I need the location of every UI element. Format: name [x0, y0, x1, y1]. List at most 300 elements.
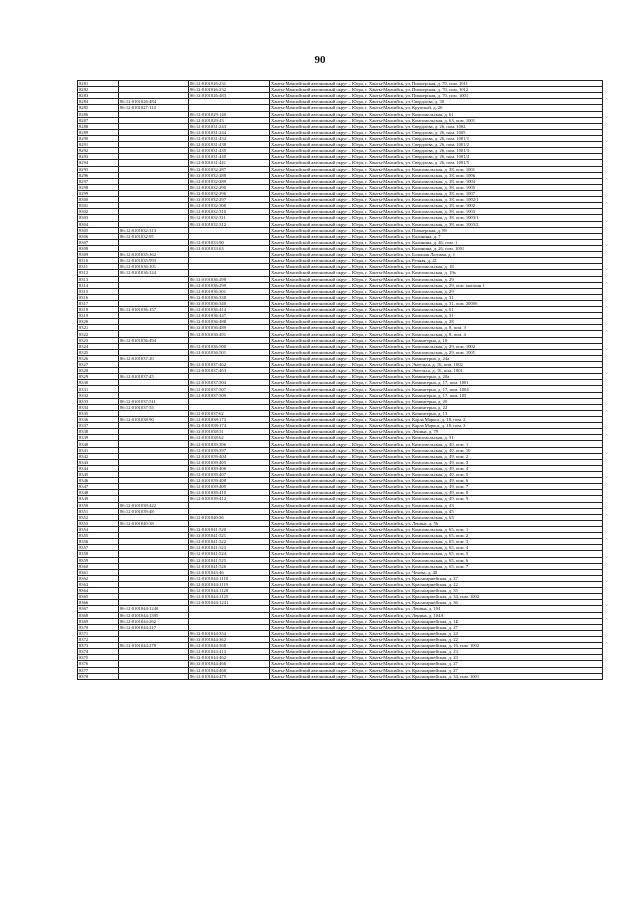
- old-cadastral-number-cell: 86:12:0101036:124: [119, 270, 189, 276]
- new-cadastral-number-cell: 86:12:0101039:408: [189, 478, 270, 484]
- row-number-cell: 8374: [78, 649, 119, 655]
- new-cadastral-number-cell: 86:12:0101038:173: [189, 417, 270, 423]
- row-number-cell: 8351: [78, 508, 119, 514]
- row-number-cell: 8303: [78, 215, 119, 221]
- new-cadastral-number-cell: 86:12:0101031:244: [189, 129, 270, 135]
- new-cadastral-number-cell: 86:12:0101036:301: [189, 288, 270, 294]
- new-cadastral-number-cell: 86:12:0101026:483: [189, 93, 270, 99]
- old-cadastral-number-cell: 86:12:0101044:279: [119, 643, 189, 649]
- row-number-cell: 8347: [78, 484, 119, 490]
- new-cadastral-number-cell: 86:12:0101037:463: [189, 368, 270, 374]
- row-number-cell: 8312: [78, 270, 119, 276]
- address-cell: Ханты-Мансийский автономный округ – Югра, г. Ханты-Мансийск, ул. Свердлова, д. 30: [270, 99, 603, 105]
- new-cadastral-number-cell: 86:12:0101044:1120: [189, 588, 270, 594]
- address-cell: Ханты-Мансийский автономный округ – Югра, г. Ханты-Мансийск, ул. Свердлова, д. 26, пом. 1001/5: [270, 160, 603, 166]
- address-cell: Ханты-Мансийский автономный округ – Югра, г. Ханты-Мансийск, ул. Красноармейская, д. 24: [270, 630, 603, 636]
- address-cell: Ханты-Мансийский автономный округ – Югра, г. Ханты-Мансийск, ул. Свердлова, д. 26, пом. 1005: [270, 129, 603, 135]
- old-cadastral-number-cell: [119, 673, 189, 679]
- new-cadastral-number-cell: 86:12:0101038:51: [189, 429, 270, 435]
- row-number-cell: 8319: [78, 313, 119, 319]
- row-number-cell: 8300: [78, 197, 119, 203]
- address-cell: Ханты-Мансийский автономный округ – Югра, г. Ханты-Мансийск, ул. Комсомольская, д. 49, пом. 8: [270, 490, 603, 496]
- address-cell: Ханты-Мансийский автономный округ – Югра, г. Ханты-Мансийск, ул. Комсомольская, д. 65, пом. 2: [270, 533, 603, 539]
- new-cadastral-number-cell: 86:12:0101044:362: [189, 636, 270, 642]
- row-number-cell: 8327: [78, 362, 119, 368]
- row-number-cell: 8322: [78, 331, 119, 337]
- new-cadastral-number-cell: 86:12:0101044:468: [189, 667, 270, 673]
- address-cell: Ханты-Мансийский автономный округ – Югра, г. Ханты-Мансийск, ул. Коминтерна, д. 20: [270, 398, 603, 404]
- address-cell: Ханты-Мансийский автономный округ – Югра, г. Ханты-Мансийск, ул. Комсомольская, д. 38, пом. 1001: [270, 166, 603, 172]
- address-cell: Ханты-Мансийский автономный округ – Югра, г. Ханты-Мансийск, ул. Коминтерна, д. 17, пом. 105: [270, 392, 603, 398]
- row-number-cell: 8296: [78, 172, 119, 178]
- address-cell: Ханты-Мансийский автономный округ – Югра, г. Ханты-Мансийск, ул. Красноармейская, д. 34, пом. 1002: [270, 594, 603, 600]
- old-cadastral-number-cell: 86:12:0101035:162: [119, 252, 189, 258]
- new-cadastral-number-cell: 86:12:0101036:340: [189, 300, 270, 306]
- address-cell: Ханты-Мансийский автономный округ – Югра, г. Ханты-Мансийск, ул. Свердлова, д. 26, пом. 1001/4: [270, 154, 603, 160]
- new-cadastral-number-cell: 86:12:0101032:312: [189, 221, 270, 227]
- old-cadastral-number-cell: 86:12:0101035:993: [119, 258, 189, 264]
- row-number-cell: 8297: [78, 178, 119, 184]
- row-number-cell: 8328: [78, 368, 119, 374]
- new-cadastral-number-cell: 86:12:0101031:439: [189, 148, 270, 154]
- row-number-cell: 8344: [78, 465, 119, 471]
- row-number-cell: 8316: [78, 294, 119, 300]
- new-cadastral-number-cell: 86:12:0101033:63: [189, 245, 270, 251]
- new-cadastral-number-cell: 86:12:0101039:406: [189, 465, 270, 471]
- row-number-cell: 8282: [78, 87, 119, 93]
- address-cell: Ханты-Мансийский автономный округ – Югра, г. Ханты-Мансийск, ул. Комсомольская, д. 65, пом. 3: [270, 539, 603, 545]
- new-cadastral-number-cell: 86:12:0101044:1119: [189, 581, 270, 587]
- row-number-cell: 8370: [78, 624, 119, 630]
- new-cadastral-number-cell: 86:12:0101036:299: [189, 282, 270, 288]
- address-cell: Ханты-Мансийский автономный округ – Югра, г. Ханты-Мансийск, ул. Комсомольская, д. 49, пом. 1: [270, 441, 603, 447]
- address-cell: Ханты-Мансийский автономный округ – Югра, г. Ханты-Мансийск, ул. Комсомольская, д. 29, пом. магазин 1: [270, 282, 603, 288]
- row-number-cell: 8345: [78, 472, 119, 478]
- new-cadastral-number-cell: 86:12:0101038:174: [189, 423, 270, 429]
- row-number-cell: 8284: [78, 99, 119, 105]
- address-cell: Ханты-Мансийский автономный округ – Югра, г. Ханты-Мансийск, ул. Красноармейская, д. 16, пом. 1002: [270, 643, 603, 649]
- new-cadastral-number-cell: 86:12:0101036:338: [189, 294, 270, 300]
- old-cadastral-number-cell: 86:12:0101037:511: [119, 398, 189, 404]
- address-cell: Ханты-Мансийский автономный округ – Югра, г. Ханты-Мансийск, ул. Карла Маркса, д. 18, пом. 3: [270, 423, 603, 429]
- new-cadastral-number-cell: 86:12:0101032:297: [189, 197, 270, 203]
- old-cadastral-number-cell: 86:12:0101037:45: [119, 374, 189, 380]
- address-cell: Ханты-Мансийский автономный округ – Югра, г. Ханты-Мансийск, ул. Ленина, д. 79: [270, 429, 603, 435]
- old-cadastral-number-cell: 86:12:0101044:262: [119, 618, 189, 624]
- row-number-cell: 8357: [78, 545, 119, 551]
- new-cadastral-number-cell: 86:12:0101044:479: [189, 673, 270, 679]
- old-cadastral-number-cell: 86:12:0101036:494: [119, 337, 189, 343]
- new-cadastral-number-cell: 86:12:0101044:1118: [189, 575, 270, 581]
- address-cell: Ханты-Мансийский автономный округ – Югра, г. Ханты-Мансийск, ул. Комсомольская, д. 18: [270, 264, 603, 270]
- new-cadastral-number-cell: 86:12:0101041:521: [189, 533, 270, 539]
- new-cadastral-number-cell: 86:12:0101041:524: [189, 551, 270, 557]
- new-cadastral-number-cell: 86:12:0101044:368: [189, 643, 270, 649]
- row-number-cell: 8288: [78, 123, 119, 129]
- row-number-cell: 8342: [78, 453, 119, 459]
- new-cadastral-number-cell: 86:12:0101037:507: [189, 386, 270, 392]
- new-cadastral-number-cell: 86:12:0101036:491: [189, 331, 270, 337]
- old-cadastral-number-cell: 86:12:0101038:90: [119, 417, 189, 423]
- address-cell: Ханты-Мансийский автономный округ – Югра, г. Ханты-Мансийск, ул. Красноармейская, д. 27: [270, 661, 603, 667]
- row-number-cell: 8338: [78, 429, 119, 435]
- new-cadastral-number-cell: 86:12:0101032:287: [189, 166, 270, 172]
- new-cadastral-number-cell: 86:12:0101036:414: [189, 307, 270, 313]
- new-cadastral-number-cell: 86:12:0101039:412: [189, 496, 270, 502]
- row-number-cell: 8305: [78, 227, 119, 233]
- row-number-cell: 8302: [78, 209, 119, 215]
- address-cell: Ханты-Мансийский автономный округ – Югра, г. Ханты-Мансийск, ул. Комсомольская, д. 63, пом. 1001: [270, 117, 603, 123]
- row-number-cell: 8336: [78, 417, 119, 423]
- address-cell: Ханты-Мансийский автономный округ – Югра, г. Ханты-Мансийск, ул. Свердлова, д. 26, пом. 1001/1: [270, 135, 603, 141]
- row-number-cell: 8299: [78, 190, 119, 196]
- address-cell: Ханты-Мансийский автономный округ – Югра, г. Ханты-Мансийск, ул. Коминтерна, д. 17, пом. 1004: [270, 386, 603, 392]
- new-cadastral-number-cell: 86:12:0101044:354: [189, 630, 270, 636]
- address-cell: Ханты-Мансийский автономный округ – Югра, г. Ханты-Мансийск, ул. Комсомольская, д. 38, пом. 1002: [270, 203, 603, 209]
- address-cell: Ханты-Мансийский автономный округ – Югра, г. Ханты-Мансийск, ул. Комсомольская, д. 49, пом. 5: [270, 472, 603, 478]
- address-cell: Ханты-Мансийский автономный округ – Югра, г. Ханты-Мансийск, ул. Комсомольская, д. 65, пом. 7: [270, 563, 603, 569]
- row-number-cell: 8368: [78, 612, 119, 618]
- address-cell: Ханты-Мансийский автономный округ – Югра, г. Ханты-Мансийск, ул. Красноармейская, д. 27: [270, 575, 603, 581]
- old-cadastral-number-cell: 86:12:0101044:1395: [119, 612, 189, 618]
- row-number-cell: 8298: [78, 184, 119, 190]
- new-cadastral-number-cell: 86:12:0101036:447: [189, 313, 270, 319]
- new-cadastral-number-cell: 86:12:0101039:405: [189, 459, 270, 465]
- new-cadastral-number-cell: 86:12:0101039:409: [189, 484, 270, 490]
- new-cadastral-number-cell: 86:12:0101031:432: [189, 135, 270, 141]
- page-number: 90: [314, 54, 326, 66]
- address-cell: Ханты-Мансийский автономный округ – Югра, г. Ханты-Мансийск, ул. Калинина, д. 7: [270, 233, 603, 239]
- address-cell: Ханты-Мансийский автономный округ – Югра, г. Ханты-Мансийск, ул. Чехова, д. 40: [270, 569, 603, 575]
- address-cell: Ханты-Мансийский автономный округ – Югра, г. Ханты-Мансийск, ул. Большая Логовая, д. 1: [270, 252, 603, 258]
- address-cell: Ханты-Мансийский автономный округ – Югра, г. Ханты-Мансийск, ул. Комсомольская, д. 45: [270, 508, 603, 514]
- address-cell: Ханты-Мансийский автономный округ – Югра, г. Ханты-Мансийск, ул. Комсомольская, д. 49, пом. 10: [270, 447, 603, 453]
- new-cadastral-number-cell: 86:12:0101039:396: [189, 441, 270, 447]
- row-number-cell: 8359: [78, 557, 119, 563]
- address-cell: Ханты-Мансийский автономный округ – Югра, г. Ханты-Мансийск, ул. Комсомольская, д. 29: [270, 276, 603, 282]
- address-cell: Ханты-Мансийский автономный округ – Югра, г. Ханты-Мансийск, ул. Ленина, д. 104: [270, 606, 603, 612]
- address-cell: Ханты-Мансийский автономный округ – Югра, г. Ханты-Мансийск, ул. Пионерская, д. 70, пом. 1011: [270, 81, 603, 87]
- row-number-cell: 8287: [78, 117, 119, 123]
- new-cadastral-number-cell: 86:12:0101041:525: [189, 557, 270, 563]
- address-cell: Ханты-Мансийский автономный округ – Югра, г. Ханты-Мансийск, ул. Красноармейская, д. 27: [270, 667, 603, 673]
- address-cell: Ханты-Мансийский автономный округ – Югра, г. Ханты-Мансийск, ул. Энгельса, д. 16, пом. 1001: [270, 368, 603, 374]
- address-cell: Ханты-Мансийский автономный округ – Югра, г. Ханты-Мансийск, ул. Ленина, д. 56: [270, 520, 603, 526]
- new-cadastral-number-cell: 86:12:0101032:311: [189, 215, 270, 221]
- address-cell: Ханты-Мансийский автономный округ – Югра, г. Ханты-Мансийск, ул. Красноармейская, д. 35: [270, 588, 603, 594]
- address-cell: Ханты-Мансийский автономный округ – Югра, г. Ханты-Мансийск, ул. Комсомольская, д. 43: [270, 502, 603, 508]
- row-number-cell: 8293: [78, 154, 119, 160]
- old-cadastral-number-cell: 86:12:0101032:95: [119, 233, 189, 239]
- row-number-cell: 8332: [78, 392, 119, 398]
- address-cell: Ханты-Мансийский автономный округ – Югра, г. Ханты-Мансийск, ул. Комсомольская, д. 61: [270, 111, 603, 117]
- row-number-cell: 8318: [78, 307, 119, 313]
- row-number-cell: 8291: [78, 142, 119, 148]
- new-cadastral-number-cell: 86:12:0101041:520: [189, 526, 270, 532]
- row-number-cell: 8335: [78, 410, 119, 416]
- new-cadastral-number-cell: 86:12:0101041:522: [189, 539, 270, 545]
- address-cell: Ханты-Мансийский автономный округ – Югра, г. Ханты-Мансийск, ул. Крупской, д. 26: [270, 105, 603, 111]
- row-number-cell: 8311: [78, 264, 119, 270]
- row-number-cell: 8369: [78, 618, 119, 624]
- row-number-cell: 8283: [78, 93, 119, 99]
- row-number-cell: 8373: [78, 643, 119, 649]
- new-cadastral-number-cell: 86:12:0101036:500: [189, 343, 270, 349]
- new-cadastral-number-cell: 86:12:0101040:36: [189, 514, 270, 520]
- row-number-cell: 8313: [78, 276, 119, 282]
- new-cadastral-number-cell: 86:12:0101032:310: [189, 209, 270, 215]
- row-number-cell: 8315: [78, 288, 119, 294]
- row-number-cell: 8320: [78, 319, 119, 325]
- address-cell: Ханты-Мансийский автономный округ – Югра, г. Ханты-Мансийск, ул. Коминтерна, д. 24а: [270, 355, 603, 361]
- address-cell: Ханты-Мансийский автономный округ – Югра, г. Ханты-Мансийск, ул. Калинина, д. 26, пом. 1001: [270, 245, 603, 251]
- address-cell: Ханты-Мансийский автономный округ – Югра, г. Ханты-Мансийск, ул. Энгельса, д. 16, пом. 1002: [270, 362, 603, 368]
- new-cadastral-number-cell: 86:12:0101031:438: [189, 142, 270, 148]
- row-number-cell: 8333: [78, 398, 119, 404]
- row-number-cell: 8323: [78, 337, 119, 343]
- new-cadastral-number-cell: 86:12:0101037:509: [189, 392, 270, 398]
- address-cell: Ханты-Мансийский автономный округ – Югра, г. Ханты-Мансийск, ул. Комсомольская, д. 29, пом. 1002: [270, 343, 603, 349]
- address-cell: Ханты-Мансийский автономный округ – Югра, г. Ханты-Мансийск, ул. Комсомольская, д. 38, пом. 1002/1: [270, 197, 603, 203]
- new-cadastral-number-cell: 86:12:0101032:308: [189, 203, 270, 209]
- row-number-cell: 8361: [78, 569, 119, 575]
- address-cell: Ханты-Мансийский автономный округ – Югра, г. Ханты-Мансийск, ул. Речная, д. 41: [270, 258, 603, 264]
- row-number-cell: 8307: [78, 239, 119, 245]
- address-cell: Ханты-Мансийский автономный округ – Югра, г. Ханты-Мансийск, ул. Свердлова, д. 26, пом. 1002: [270, 123, 603, 129]
- row-number-cell: 8281: [78, 81, 119, 87]
- row-number-cell: 8326: [78, 355, 119, 361]
- address-cell: Ханты-Мансийский автономный округ – Югра, г. Ханты-Мансийск, ул. Комсомольская, д. 65, пом. 6: [270, 557, 603, 563]
- address-cell: Ханты-Мансийский автономный округ – Югра, г. Ханты-Мансийск, ул. Комсомольская, д. 31: [270, 294, 603, 300]
- row-number-cell: 8308: [78, 245, 119, 251]
- address-cell: Ханты-Мансийский автономный округ – Югра, г. Ханты-Мансийск, ул. Свердлова, д. 26, пом. 1001/3: [270, 148, 603, 154]
- address-cell: Ханты-Мансийский автономный округ – Югра, г. Ханты-Мансийск, ул. Красноармейская, д. 23: [270, 655, 603, 661]
- address-cell: Ханты-Мансийский автономный округ – Югра, г. Ханты-Мансийск, ул. Комсомольская, д. 28: [270, 319, 603, 325]
- address-cell: Ханты-Мансийский автономный округ – Югра, г. Ханты-Мансийск, ул. Комсомольская, д. 29, пом. 1001: [270, 349, 603, 355]
- row-number-cell: 8294: [78, 160, 119, 166]
- new-cadastral-number-cell: 86:12:0101026:231: [189, 81, 270, 87]
- row-number-cell: 8331: [78, 386, 119, 392]
- address-cell: Ханты-Мансийский автономный округ – Югра, г. Ханты-Мансийск, ул. Комсомольская, д. 65, пом. 1: [270, 526, 603, 532]
- new-cadastral-number-cell: 86:12:0101036:298: [189, 276, 270, 282]
- address-cell: Ханты-Мансийский автономный округ – Югра, г. Ханты-Мансийск, ул. Ленина, д. 104А: [270, 612, 603, 618]
- old-cadastral-number-cell: 86:12:0101037:20: [119, 355, 189, 361]
- new-cadastral-number-cell: 86:12:0101039:404: [189, 453, 270, 459]
- new-cadastral-number-cell: 86:12:0101036:501: [189, 349, 270, 355]
- row-number-cell: 8334: [78, 404, 119, 410]
- new-cadastral-number-cell: 86:12:0101044:1125: [189, 594, 270, 600]
- address-cell: Ханты-Мансийский автономный округ – Югра, г. Ханты-Мансийск, ул. Комсомольская, д. 65, пом. 4: [270, 545, 603, 551]
- row-number-cell: 8314: [78, 282, 119, 288]
- old-cadastral-number-cell: 86:12:0101036:157: [119, 307, 189, 313]
- new-cadastral-number-cell: 86:12:0101037:504: [189, 380, 270, 386]
- address-cell: Ханты-Мансийский автономный округ – Югра, г. Ханты-Мансийск, ул. Комсомольская, д. 49, пом. 6: [270, 478, 603, 484]
- new-cadastral-number-cell: 86:12:0101037:462: [189, 362, 270, 368]
- new-cadastral-number-cell: 86:12:0101041:526: [189, 563, 270, 569]
- address-cell: Ханты-Мансийский автономный округ – Югра, г. Ханты-Мансийск, ул. Коминтерна, д. 20а: [270, 374, 603, 380]
- old-cadastral-number-cell: 86:12:0101044:317: [119, 624, 189, 630]
- old-cadastral-number-cell: 86:12:0101037:55: [119, 404, 189, 410]
- address-cell: Ханты-Мансийский автономный округ – Югра, г. Ханты-Мансийск, ул. Комсомольская, д. 31, пом. 2000б: [270, 300, 603, 306]
- address-cell: Ханты-Мансийский автономный округ – Югра, г. Ханты-Мансийск, ул. Комсомольская, д. 31: [270, 313, 603, 319]
- new-cadastral-number-cell: 86:12:0101032:296: [189, 190, 270, 196]
- row-number-cell: 8329: [78, 374, 119, 380]
- row-number-cell: 8360: [78, 563, 119, 569]
- address-cell: Ханты-Мансийский автономный округ – Югра, г. Ханты-Мансийск, ул. Красноармейская, д. 27: [270, 624, 603, 630]
- address-cell: Ханты-Мансийский автономный округ – Югра, г. Ханты-Мансийск, ул. Комсомольская, д. 38, пом. 1005: [270, 184, 603, 190]
- address-cell: Ханты-Мансийский автономный округ – Югра, г. Ханты-Мансийск, ул. Коминтерна, д. 10: [270, 337, 603, 343]
- row-number-cell: 8343: [78, 459, 119, 465]
- old-cadastral-number-cell: 86:12:0101040:38: [119, 520, 189, 526]
- new-cadastral-number-cell: 86:12:0101037:62: [189, 410, 270, 416]
- row-number-cell: 8371: [78, 630, 119, 636]
- new-cadastral-number-cell: 86:12:0101038:62: [189, 435, 270, 441]
- old-cadastral-number-cell: 86:12:0101026:484: [119, 99, 189, 105]
- new-cadastral-number-cell: 86:12:0101031:440: [189, 154, 270, 160]
- row-number-cell: 8304: [78, 221, 119, 227]
- old-cadastral-number-cell: 86:12:0101044:1248: [119, 606, 189, 612]
- row-number-cell: 8349: [78, 496, 119, 502]
- row-number-cell: 8339: [78, 435, 119, 441]
- new-cadastral-number-cell: 86:12:0101032:289: [189, 178, 270, 184]
- address-cell: Ханты-Мансийский автономный округ – Югра, г. Ханты-Мансийск, ул. Комсомольская, д. 8, пом. 3: [270, 325, 603, 331]
- address-cell: Ханты-Мансийский автономный округ – Югра, г. Ханты-Мансийск, ул. Пионерская, д. 89: [270, 227, 603, 233]
- row-number-cell: 8290: [78, 135, 119, 141]
- address-cell: Ханты-Мансийский автономный округ – Югра, г. Ханты-Мансийск, ул. Красноармейская, д. 22: [270, 636, 603, 642]
- row-number-cell: 8292: [78, 148, 119, 154]
- row-number-cell: 8366: [78, 600, 119, 606]
- old-cadastral-number-cell: 86:12:0101036:101: [119, 264, 189, 270]
- row-number-cell: 8310: [78, 258, 119, 264]
- row-number-cell: 8365: [78, 594, 119, 600]
- row-number-cell: 8355: [78, 533, 119, 539]
- address-cell: Ханты-Мансийский автономный округ – Югра, г. Ханты-Мансийск, ул. Комсомольская, д. 38, пом. 1003: [270, 209, 603, 215]
- row-number-cell: 8301: [78, 203, 119, 209]
- row-number-cell: 8306: [78, 233, 119, 239]
- row-number-cell: 8289: [78, 129, 119, 135]
- row-number-cell: 8286: [78, 111, 119, 117]
- address-cell: Ханты-Мансийский автономный округ – Югра, г. Ханты-Мансийск, ул. Красноармейская, д. 23: [270, 649, 603, 655]
- new-cadastral-number-cell: 86:12:0101031:243: [189, 123, 270, 129]
- row-number-cell: 8346: [78, 478, 119, 484]
- address-cell: Ханты-Мансийский автономный округ – Югра, г. Ханты-Мансийск, ул. Калинина, д. 46, пом. 1: [270, 239, 603, 245]
- address-cell: Ханты-Мансийский автономный округ – Югра, г. Ханты-Мансийск, ул. Красноармейская, д. 36: [270, 600, 603, 606]
- address-cell: Ханты-Мансийский автономный округ – Югра, г. Ханты-Мансийск, ул. Комсомольская, д. 19а: [270, 270, 603, 276]
- new-cadastral-number-cell: 86:12:0101039:407: [189, 472, 270, 478]
- address-cell: Ханты-Мансийский автономный округ – Югра, г. Ханты-Мансийск, ул. Комсомольская, д. 61: [270, 307, 603, 313]
- row-number-cell: 8378: [78, 673, 119, 679]
- address-cell: Ханты-Мансийский автономный округ – Югра, г. Ханты-Мансийск, ул. Комсомольская, д. 29: [270, 288, 603, 294]
- new-cadastral-number-cell: 86:12:0101032:288: [189, 172, 270, 178]
- row-number-cell: 8356: [78, 539, 119, 545]
- new-cadastral-number-cell: 86:12:0101041:523: [189, 545, 270, 551]
- old-cadastral-number-cell: 86:12:0101039:48: [119, 508, 189, 514]
- row-number-cell: 8372: [78, 636, 119, 642]
- row-number-cell: 8367: [78, 606, 119, 612]
- address-cell: Ханты-Мансийский автономный округ – Югра, г. Ханты-Мансийск, ул. Красноармейская, д. 22: [270, 581, 603, 587]
- new-cadastral-number-cell: 86:12:0101026:232: [189, 87, 270, 93]
- row-number-cell: 8337: [78, 423, 119, 429]
- row-number-cell: 8340: [78, 441, 119, 447]
- registry-table-body: [78, 81, 603, 680]
- address-cell: Ханты-Мансийский автономный округ – Югра, г. Ханты-Мансийск, ул. Коминтерна, д. 13: [270, 410, 603, 416]
- row-number-cell: 8295: [78, 166, 119, 172]
- address-cell: Ханты-Мансийский автономный округ – Югра, г. Ханты-Мансийск, ул. Комсомольская, д. 49, пом. 2: [270, 453, 603, 459]
- address-cell: Ханты-Мансийский автономный округ – Югра, г. Ханты-Мансийск, ул. Комсомольская, д. 49, пом. 7: [270, 484, 603, 490]
- row-number-cell: 8376: [78, 661, 119, 667]
- new-cadastral-number-cell: 86:12:0101032:290: [189, 184, 270, 190]
- row-number-cell: 8350: [78, 502, 119, 508]
- address-cell: Ханты-Мансийский автономный округ – Югра, г. Ханты-Мансийск, ул. Карла Маркса, д. 18, пом. 2: [270, 417, 603, 423]
- row-number-cell: 8363: [78, 581, 119, 587]
- row-number-cell: 8348: [78, 490, 119, 496]
- address-cell: Ханты-Мансийский автономный округ – Югра, г. Ханты-Мансийск, ул. Комсомольская, д. 65, пом. 5: [270, 551, 603, 557]
- row-number-cell: 8354: [78, 526, 119, 532]
- address-cell: Ханты-Мансийский автономный округ – Югра, г. Ханты-Мансийск, ул. Комсомольская, д. 8, пом. 4: [270, 331, 603, 337]
- new-cadastral-number-cell: 86:12:0101044:413: [189, 649, 270, 655]
- new-cadastral-number-cell: 86:12:0101044:466: [189, 661, 270, 667]
- registry-table: [77, 80, 603, 680]
- new-cadastral-number-cell: 86:12:0101039:410: [189, 490, 270, 496]
- row-number-cell: 8321: [78, 325, 119, 331]
- address-cell: Ханты-Мансийский автономный округ – Югра, г. Ханты-Мансийск, ул. Комсомольская, д. 63: [270, 514, 603, 520]
- row-number-cell: 8377: [78, 667, 119, 673]
- old-cadastral-number-cell: 86:12:0101027:114: [119, 105, 189, 111]
- new-cadastral-number-cell: 86:12:0101036:488: [189, 319, 270, 325]
- new-cadastral-number-cell: 86:12:0101043:46: [189, 569, 270, 575]
- new-cadastral-number-cell: 86:12:0101044:462: [189, 655, 270, 661]
- new-cadastral-number-cell: 86:12:0101033:90: [189, 239, 270, 245]
- address-cell: Ханты-Мансийский автономный округ – Югра, г. Ханты-Мансийск, ул. Комсомольская, д. 49, пом. 4: [270, 465, 603, 471]
- row-number-cell: 8352: [78, 514, 119, 520]
- address-cell: Ханты-Мансийский автономный округ – Югра, г. Ханты-Мансийск, ул. Коминтерна, д. 22: [270, 404, 603, 410]
- address-cell: Ханты-Мансийский автономный округ – Югра, г. Ханты-Мансийск, ул. Комсомольская, д. 38, пом. 1004: [270, 178, 603, 184]
- new-cadastral-number-cell: 86:12:0101029:43: [189, 117, 270, 123]
- row-number-cell: 8358: [78, 551, 119, 557]
- address-cell: Ханты-Мансийский автономный округ – Югра, г. Ханты-Мансийск, ул. Комсомольская, д. 31: [270, 435, 603, 441]
- new-cadastral-number-cell: 86:12:0101044:1241: [189, 600, 270, 606]
- address-cell: Ханты-Мансийский автономный округ – Югра, г. Ханты-Мансийск, ул. Комсомольская, д. 38, пом. 1003/1: [270, 215, 603, 221]
- old-cadastral-number-cell: 86:12:0101032:313: [119, 227, 189, 233]
- row-number-cell: 8330: [78, 380, 119, 386]
- row-number-cell: 8325: [78, 349, 119, 355]
- address-cell: Ханты-Мансийский автономный округ – Югра, г. Ханты-Мансийск, ул. Коминтерна, д. 17, пом. 1001: [270, 380, 603, 386]
- address-cell: Ханты-Мансийский автономный округ – Югра, г. Ханты-Мансийск, ул. Комсомольская, д. 49, пом. 3: [270, 459, 603, 465]
- old-cadastral-number-cell: 86:12:0101039:422: [119, 502, 189, 508]
- address-cell: Ханты-Мансийский автономный округ – Югра, г. Ханты-Мансийск, ул. Комсомольская, д. 49, пом. 9: [270, 496, 603, 502]
- address-cell: Ханты-Мансийский автономный округ – Югра, г. Ханты-Мансийск, ул. Красноармейская, д. 1Б: [270, 618, 603, 624]
- address-cell: Ханты-Мансийский автономный округ – Югра, г. Ханты-Мансийск, ул. Комсомольская, д. 38, пом. 1003/2: [270, 221, 603, 227]
- new-cadastral-number-cell: 86:12:0101031:441: [189, 160, 270, 166]
- row-number-cell: 8341: [78, 447, 119, 453]
- row-number-cell: 8285: [78, 105, 119, 111]
- table-row: [78, 673, 603, 679]
- row-number-cell: 8375: [78, 655, 119, 661]
- new-cadastral-number-cell: 86:12:0101039:397: [189, 447, 270, 453]
- row-number-cell: 8324: [78, 343, 119, 349]
- address-cell: Ханты-Мансийский автономный округ – Югра, г. Ханты-Мансийск, ул. Пионерская, д. 70, пом. 1012: [270, 87, 603, 93]
- address-cell: Ханты-Мансийский автономный округ – Югра, г. Ханты-Мансийск, ул. Свердлова, д. 26, пом. 1001/2: [270, 142, 603, 148]
- address-cell: Ханты-Мансийский автономный округ – Югра, г. Ханты-Мансийск, ул. Пионерская, д. 70, пом. 1001: [270, 93, 603, 99]
- row-number-cell: 8362: [78, 575, 119, 581]
- new-cadastral-number-cell: 86:12:0101036:489: [189, 325, 270, 331]
- address-cell: Ханты-Мансийский автономный округ – Югра, г. Ханты-Мансийск, ул. Комсомольская, д. 38, пом. 1007: [270, 190, 603, 196]
- row-number-cell: 8353: [78, 520, 119, 526]
- row-number-cell: 8317: [78, 300, 119, 306]
- new-cadastral-number-cell: 86:12:0101029:140: [189, 111, 270, 117]
- address-cell: Ханты-Мансийский автономный округ – Югра, г. Ханты-Мансийск, ул. Красноармейская, д. 34, пом. 1001: [270, 673, 603, 679]
- row-number-cell: 8309: [78, 252, 119, 258]
